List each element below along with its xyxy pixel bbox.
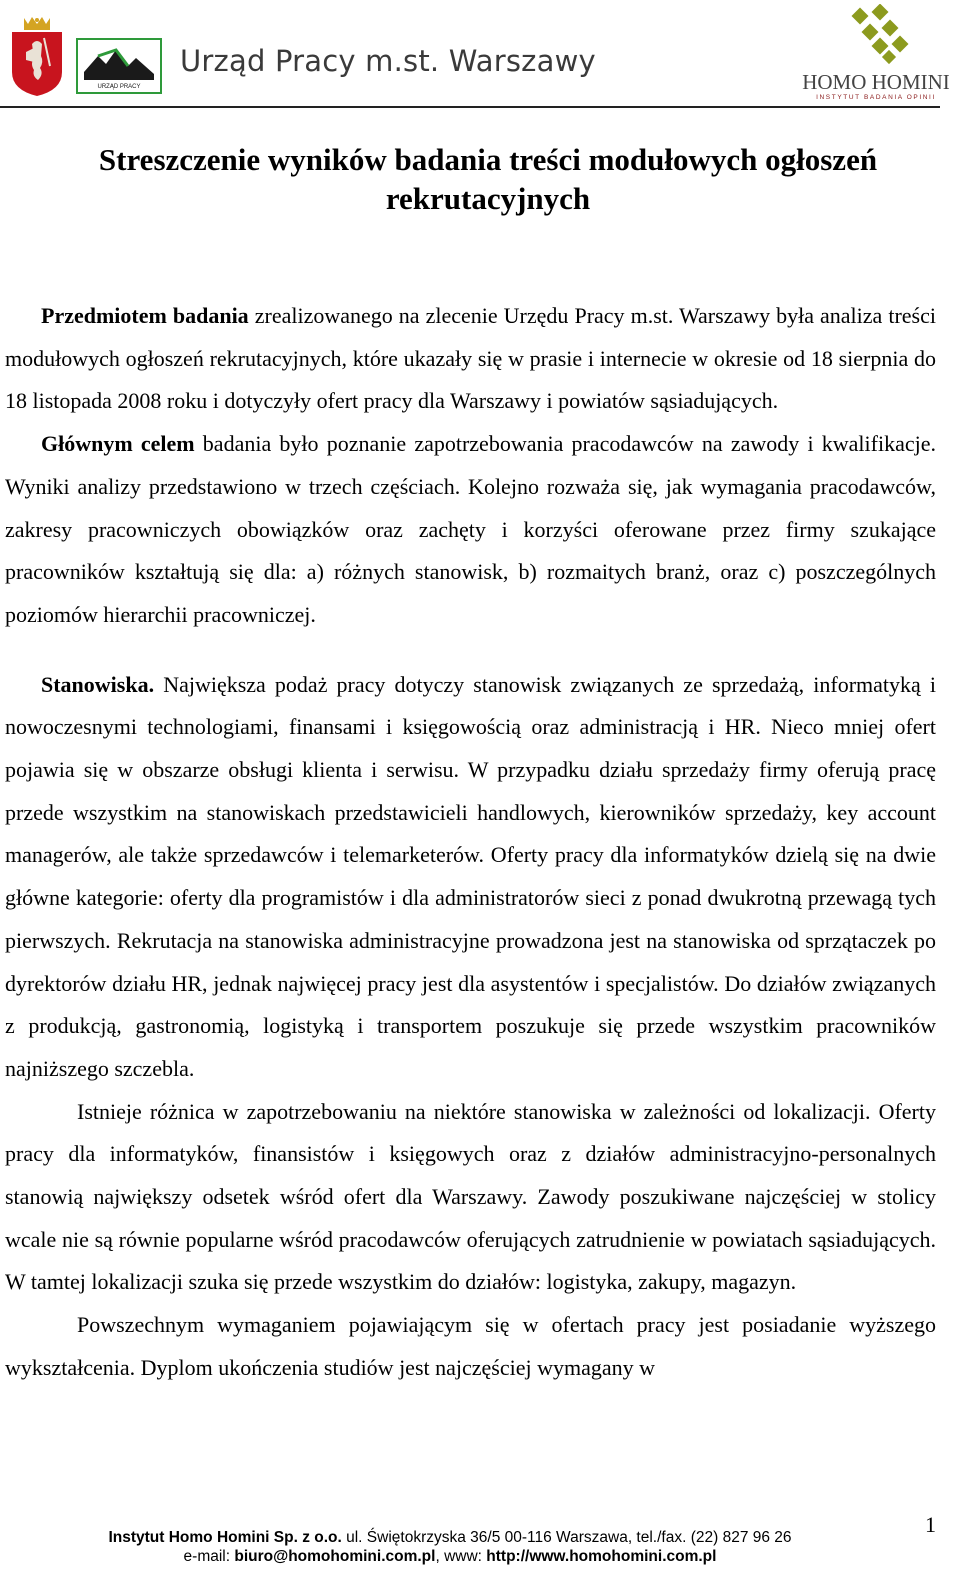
urzad-pracy-logo-icon [76,38,162,94]
footer-www: http://www.homohomini.com.pl [486,1548,717,1565]
warsaw-crest-icon [10,16,64,98]
footer-address-line [0,1528,900,1547]
paragraph-text: badania było poznanie zapotrzebowania pracodawców na zawody i kwalifikacje. Wyniki analizy przedstawiono w trzech częściach. Kolejno rozważa się, jak wymagania pracodawców, zakresy pracowniczych obowiązków oraz zachęty i korzyści oferowane przez firmy szukające pracowników kształtują się dla: a) różnych stanowisk, b) rozmaitych branż, oraz c) poszczególnych poziomów hierarchii pracowniczej. [5,431,936,627]
footer-email: biuro@homohomini.com.pl [234,1548,436,1565]
paragraph-text: Największa podaż pracy dotyczy stanowisk związanych ze sprzedażą, informatyką i nowoczesnymi technologiami, finansami i księgowością oraz administracją i HR. Nieco mniej ofert pojawia się w obszarze obsługi klienta i serwisu. W przypadku działu sprzedaży firmy oferują pracę przede wszystkim na stanowiskach przedstawicieli handlowych, kierowników sprzedaży, key account managerów, ale także sprzedawców i telemarketerów. Oferty pracy dla informatyków dzielą się na dwie główne kategorie: oferty dla programistów i dla administratorów sieci z ponad dwukrotną przewagą tych pierwszych. Rekrutacja na stanowiska administracyjne prowadzona jest na stanowiska od sprzątaczek po dyrektorów działu HR, jednak najwięcej pracy jest dla asystentów i specjalistów. Do działów związanych z produkcją, gastronomią, logistyką i transportem poszukuje się przede wszystkim pracowników najniższego szczebla. [5,671,936,1081]
homo-homini-logo [800,4,952,104]
footer-www-label: , www: [435,1548,487,1565]
institution-name: Urząd Pracy m.st. Warszawy [180,44,596,78]
page-number: 1 [925,1512,936,1537]
paragraph-lead: Stanowiska. [41,671,155,697]
paragraph-lead: Głównym celem [41,431,195,457]
document-title-line-1: Streszczenie wyników badania treści modułowych ogłoszeń [98,142,878,177]
document-title [0,140,960,218]
footer-company: Instytut Homo Homini Sp. z o.o. [108,1529,342,1546]
footer-email-label: e-mail: [183,1548,235,1565]
page-footer [0,1528,900,1566]
paragraph-subject [5,295,936,423]
homo-homini-subtitle: INSTYTUT BADANIA OPINII [816,94,936,101]
footer-address: ul. Świętokrzyska 36/5 00-116 Warszawa, tel./fax. (22) 827 96 26 [341,1529,792,1546]
paragraph-lead: Przedmiotem badania [41,303,249,328]
homo-homini-name: HOMO HOMINI [802,70,950,94]
paragraph-text: zrealizowanego na zlecenie Urzędu Pracy m.st. Warszawy była analiza treści modułowych ogłoszeń rekrutacyjnych, które ukazały się w prasie i internecie w okresie od 18 sierpnia do 18 listopada 2008 roku i dotyczyły ofert pracy dla Warszawy i powiatów sąsiadujących. [5,303,936,414]
document-title-line-2: rekrutacyjnych [385,181,591,216]
document-body [5,295,936,1390]
paragraph-goal [5,423,936,637]
up-logo-caption: URZĄD PRACY [97,84,141,90]
paragraph-positions [5,664,936,1091]
paragraph-education: Powszechnym wymaganiem pojawiającym się w ofertach pracy jest posiadanie wyższego wykształcenia. Dyplom ukończenia studiów jest najczęściej wymagany w [5,1312,936,1380]
paragraph-location: Istnieje różnica w zapotrzebowaniu na niektóre stanowiska w zależności od lokalizacji. Oferty pracy dla informatyków, finansistów i księgowych oraz z działów administracyjno-personalnych stanowią największy odsetek wśród ofert dla Warszawy. Zawody poszukiwane najczęściej w stolicy wcale nie są równie popularne wśród pracodawców oferujących zatrudnienie w powiatach sąsiadujących. W tamtej lokalizacji szuka się przede wszystkim do działów: logistyka, zakupy, magazyn. [5,1098,936,1295]
header-divider [0,106,940,108]
footer-contact-line [0,1547,900,1566]
homo-homini-mark-icon [848,4,910,66]
page-header [0,0,960,110]
